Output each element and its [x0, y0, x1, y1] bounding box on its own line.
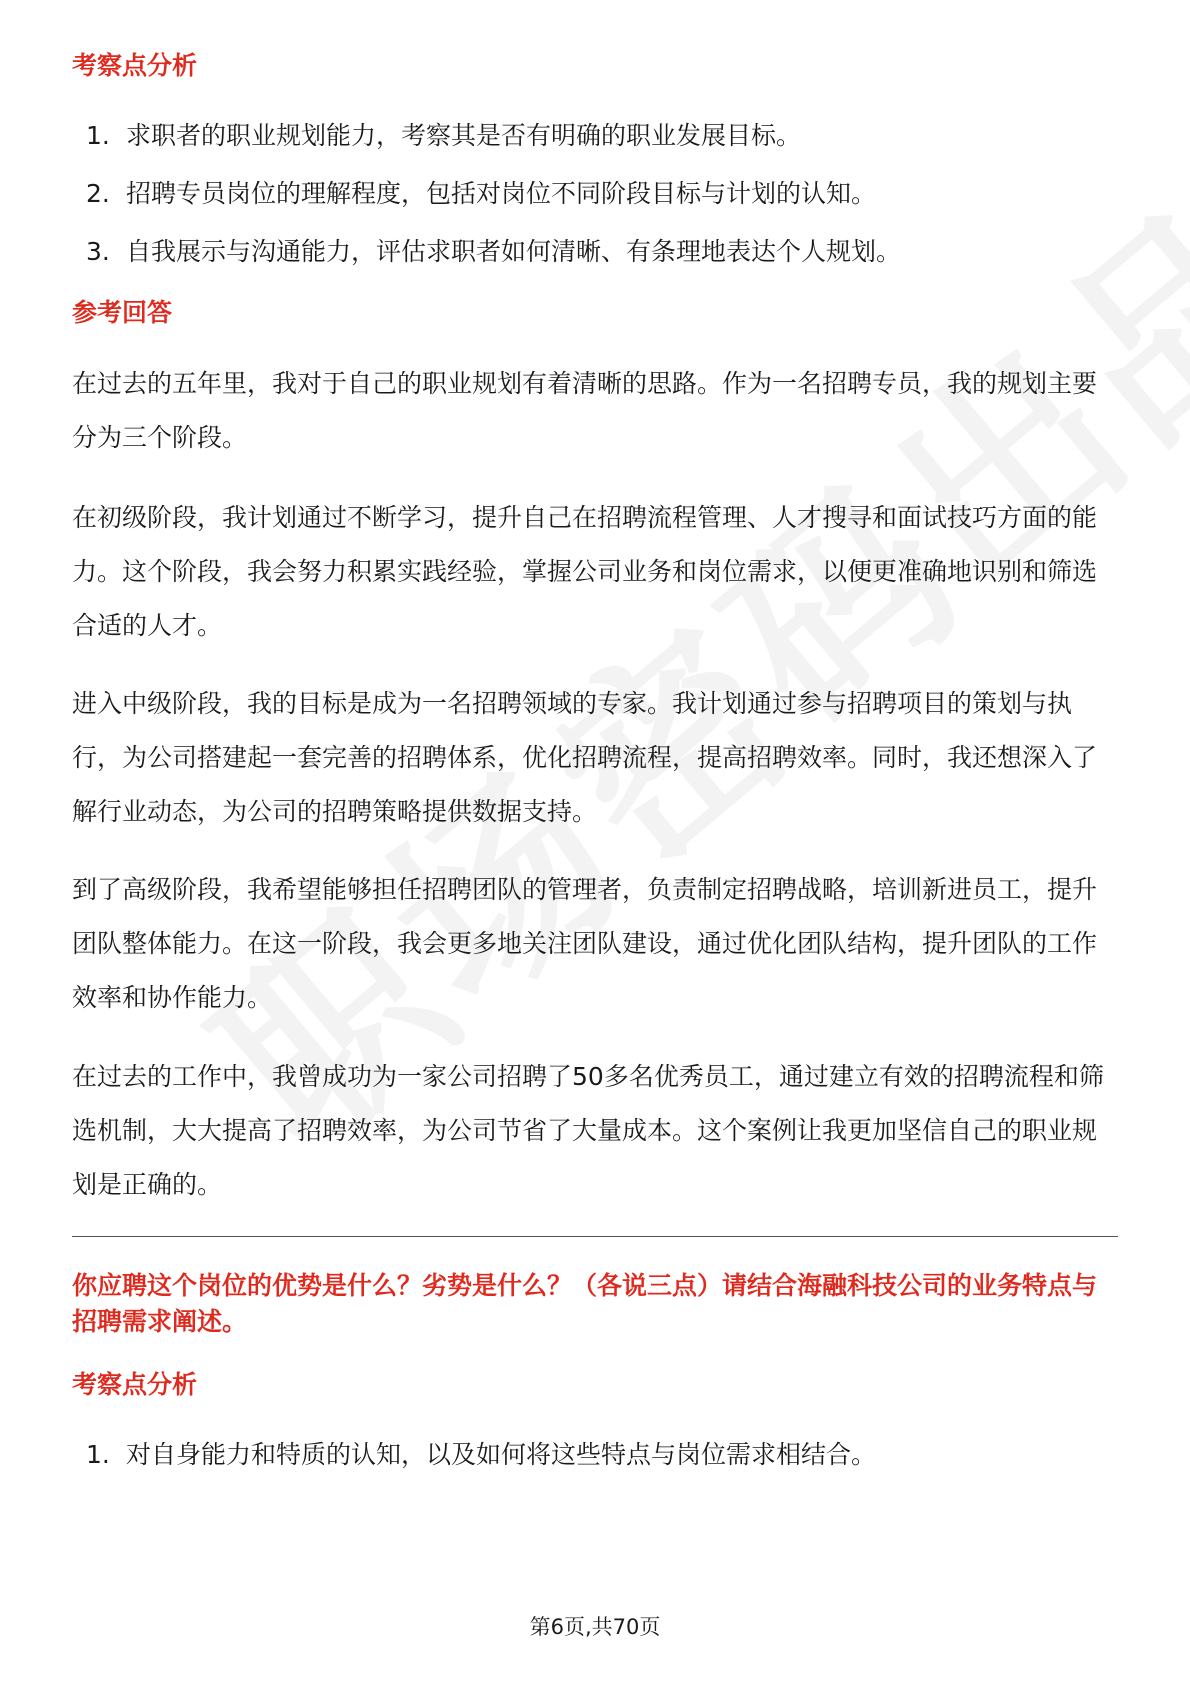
list-text: 对自身能力和特质的认知，以及如何将这些特点与岗位需求相结合。	[126, 1440, 877, 1469]
list-item	[72, 1437, 1118, 1495]
answer-paragraph: 在初级阶段，我计划通过不断学习，提升自己在招聘流程管理、人才搜寻和面试技巧方面的能力。这个阶段，我会努力积累实践经验，掌握公司业务和岗位需求，以便更准确地识别和筛选合适的人才。	[72, 503, 1098, 640]
answer-paragraph: 到了高级阶段，我希望能够担任招聘团队的管理者，负责制定招聘战略，培训新进员工，提升团队整体能力。在这一阶段，我会更多地关注团队建设，通过优化团队结构，提升团队的工作效率和协作能力。	[72, 875, 1098, 1012]
analysis-heading: 考察点分析	[72, 51, 198, 80]
list-number: 1.	[86, 1440, 110, 1469]
list-text: 求职者的职业规划能力，考察其是否有明确的职业发展目标。	[126, 121, 802, 150]
list-number: 2.	[86, 179, 110, 208]
section-divider	[72, 1236, 1118, 1237]
page-number: 第6页,共70页	[529, 1615, 661, 1639]
analysis-list	[72, 118, 1118, 292]
analysis-heading: 考察点分析	[72, 1370, 198, 1399]
answer-paragraph: 在过去的工作中，我曾成功为一家公司招聘了50多名优秀员工，通过建立有效的招聘流程和筛选机制，大大提高了招聘效率，为公司节省了大量成本。这个案例让我更加坚信自己的职业规划是正确的。	[72, 1062, 1104, 1199]
list-number: 1.	[86, 121, 110, 150]
question-heading: 你应聘这个岗位的优势是什么？劣势是什么？（各说三点）请结合海融科技公司的业务特点与招聘需求阐述。	[72, 1271, 1098, 1336]
analysis-list	[72, 1437, 1118, 1495]
answer-heading: 参考回答	[72, 298, 173, 327]
list-item	[72, 234, 1118, 292]
list-text: 招聘专员岗位的理解程度，包括对岗位不同阶段目标与计划的认知。	[126, 179, 877, 208]
answer-paragraph: 在过去的五年里，我对于自己的职业规划有着清晰的思路。作为一名招聘专员，我的规划主要分为三个阶段。	[72, 369, 1098, 452]
answer-paragraph: 进入中级阶段，我的目标是成为一名招聘领域的专家。我计划通过参与招聘项目的策划与执行，为公司搭建起一套完善的招聘体系，优化招聘流程，提高招聘效率。同时，我还想深入了解行业动态，为公司的招聘策略提供数据支持。	[72, 689, 1098, 826]
list-text: 自我展示与沟通能力，评估求职者如何清晰、有条理地表达个人规划。	[126, 237, 902, 266]
list-item	[72, 118, 1118, 176]
list-number: 3.	[86, 237, 110, 266]
list-item	[72, 176, 1118, 234]
